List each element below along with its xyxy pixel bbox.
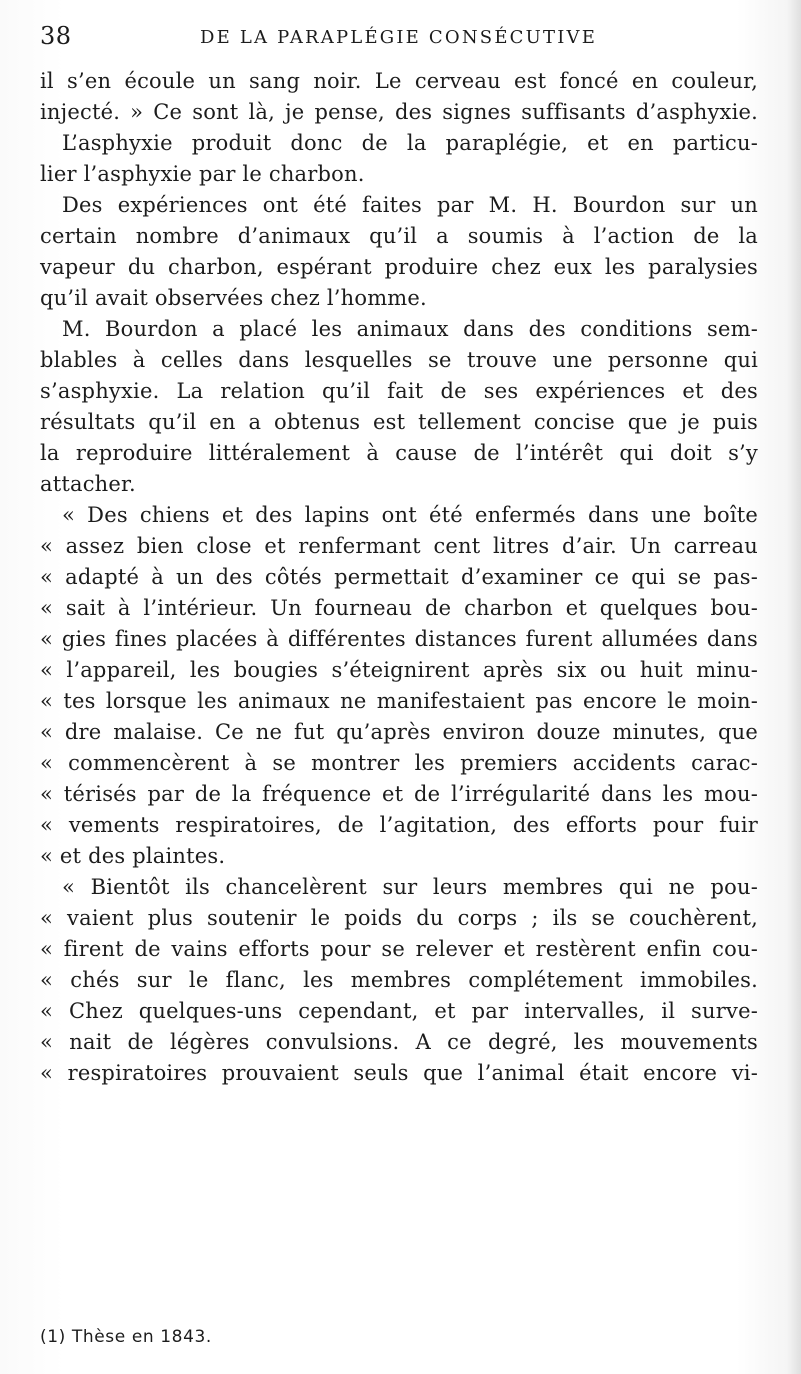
text-line: « Bientôt ils chancelèrent sur leurs membres qui ne pou- [62, 875, 758, 899]
body-text [40, 66, 758, 1089]
text-line: « et des plaintes. [40, 844, 226, 868]
text-line: certain nombre d’animaux qu’il a soumis à l’action de la [40, 224, 758, 248]
text-line: L’asphyxie produit donc de la paraplégie, et en particu- [62, 131, 758, 155]
text-line: « Des chiens et des lapins ont été enfermés dans une boîte [62, 503, 758, 527]
page-number: 38 [40, 22, 72, 50]
text-line: M. Bourdon a placé les animaux dans des conditions sem- [62, 317, 758, 341]
text-line: vapeur du charbon, espérant produire chez eux les paralysies [40, 255, 758, 279]
text-line: « adapté à un des côtés permettait d’examiner ce qui se pas- [40, 565, 758, 589]
text-line: « sait à l’intérieur. Un fourneau de charbon et quelques bou- [40, 596, 758, 620]
text-line: « Chez quelques-uns cependant, et par intervalles, il surve- [40, 999, 758, 1023]
text-line: blables à celles dans lesquelles se trouve une personne qui [40, 348, 758, 372]
text-line: « nait de légères convulsions. A ce degré, les mouvements [40, 1030, 758, 1054]
text-line: « commencèrent à se montrer les premiers accidents carac- [40, 751, 758, 775]
text-line: attacher. [40, 472, 136, 496]
text-line: « dre malaise. Ce ne fut qu’après environ douze minutes, que [40, 720, 758, 744]
text-line: « vaient plus soutenir le poids du corps ; ils se couchèrent, [40, 906, 758, 930]
text-line: Des expériences ont été faites par M. H. Bourdon sur un [62, 193, 758, 217]
page-edge-shadow [787, 0, 801, 1374]
text-line: « térisés par de la fréquence et de l’irrégularité dans les mou- [40, 782, 758, 806]
text-line: il s’en écoule un sang noir. Le cerveau est foncé en couleur, [40, 69, 758, 93]
text-line: « vements respiratoires, de l’agitation, des efforts pour fuir [40, 813, 758, 837]
text-line: résultats qu’il en a obtenus est tellement concise que je puis [40, 410, 758, 434]
text-line: « respiratoires prouvaient seuls que l’animal était encore vi- [40, 1061, 758, 1085]
text-line: s’asphyxie. La relation qu’il fait de ses expériences et des [40, 379, 758, 403]
text-line: « l’appareil, les bougies s’éteignirent après six ou huit minu- [40, 658, 758, 682]
text-line: lier l’asphyxie par le charbon. [40, 162, 365, 186]
text-line: « gies fines placées à différentes distances furent allumées dans [40, 627, 758, 651]
page-header [40, 20, 780, 60]
text-line: qu’il avait observées chez l’homme. [40, 286, 427, 310]
text-line: la reproduire littéralement à cause de l’intérêt qui doit s’y [40, 441, 758, 465]
text-line: « assez bien close et renfermant cent litres d’air. Un carreau [40, 534, 758, 558]
text-line: « tes lorsque les animaux ne manifestaient pas encore le moin- [40, 689, 758, 713]
text-line: injecté. » Ce sont là, je pense, des signes suffisants d’asphyxie. [40, 100, 758, 124]
running-title: DE LA PARAPLÉGIE CONSÉCUTIVE [200, 27, 598, 48]
text-line: « firent de vains efforts pour se relever et restèrent enfin cou- [40, 937, 758, 961]
text-line: « chés sur le flanc, les membres complétement immobiles. [40, 968, 758, 992]
footnote: (1) Thèse en 1843. [40, 1327, 212, 1347]
